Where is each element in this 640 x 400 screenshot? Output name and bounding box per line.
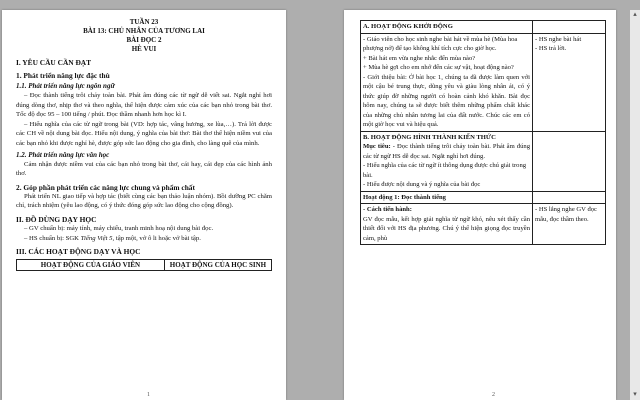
document-page-2 [344, 10, 616, 400]
goal-label: Mục tiêu: [363, 143, 391, 150]
text-run: , tập một, vở ô li hoặc vở bài tập. [112, 234, 201, 242]
section-heading: III. CÁC HOẠT ĐỘNG DẠY VÀ HỌC [16, 247, 141, 257]
page-number: 1 [147, 392, 150, 398]
table-row [361, 191, 605, 204]
subsection-heading: 2. Góp phần phát triển các năng lực chung và phẩm chất [16, 182, 195, 192]
document-page-1 [2, 10, 286, 400]
paragraph: – Đọc thành tiếng trôi chảy toàn bài. Phát âm đúng các từ ngữ dễ viết sai. Ngắt nghỉ hơi đúng dòng thơ, nhịp thơ và theo nghĩa, thể hiện được cảm xúc của các bạn nhỏ trong bài thơ. Tốc độ đọc 95 – 100 tiếng / phút. Đọc thầm nhanh hơn học kì I. [16, 92, 272, 119]
week-heading: TUẦN 23 [129, 18, 159, 26]
table-row [361, 21, 605, 33]
table-cell: - HS nghe bài hát - HS trả lời. [535, 35, 582, 52]
paragraph: Phát triển NL giao tiếp và hợp tác (biết cùng các bạn thảo luận nhóm). Bồi dưỡng PC chăm chỉ, trách nhiệm (yêu lao động, có ý thức đóng góp sức lao động cho cộng đồng). [16, 192, 272, 210]
table-cell [533, 132, 605, 191]
goal-text: - Đọc thành tiếng trôi chảy toàn bài. Phát âm đúng các từ ngữ HS dễ đọc sai. Ngắt nghỉ hơi đúng. [363, 143, 530, 160]
book-title: Tiếng Việt 5 [80, 234, 113, 242]
table-row [361, 131, 605, 191]
cell-text: GV đọc mẫu, kết hợp giải nghĩa từ ngữ khó, nêu xét thấy cần thiết đối với HS địa phương. Chú ý thể hiện giọng đọc truyền cảm, phù [363, 215, 530, 242]
cell-text: + Bài hát em vừa nghe nhắc đến mùa nào? [363, 54, 476, 62]
page-number: 2 [492, 392, 495, 398]
activities-table-header [16, 259, 272, 271]
text-run: – HS chuẩn bị: SGK [24, 234, 81, 242]
subsection-heading: 1.2. Phát triển năng lực văn học [16, 150, 110, 159]
activity-heading: A. HOẠT ĐỘNG KHỞI ĐỘNG [363, 23, 453, 30]
scroll-up-icon[interactable]: ▴ [633, 10, 637, 18]
page-1-content [16, 18, 272, 271]
paragraph: – GV chuẩn bị: máy tính, máy chiếu, tranh minh hoạ nội dung bài đọc. [24, 224, 214, 232]
table-row [361, 203, 605, 244]
cell-text: - Cách tiến hành: [363, 206, 412, 213]
cell-text: - Giới thiệu bài: Ở bài học 1, chúng ta đã được làm quen với một cậu bé trung thực, dũng yêu và giàu lòng nhân ái, có ý thức giúp đỡ những người có hoàn cảnh khó khăn. Bài đọc hôm nay, chúng ta sẽ được biết thêm những phẩm chất khác của những chủ nhân tương lai của đất nước. Chúc các em có một giờ học vui và hiệu quả. [363, 73, 530, 128]
activity-heading: B. HOẠT ĐỘNG HÌNH THÀNH KIẾN THỨC [363, 133, 496, 141]
student-column-header: HOẠT ĐỘNG CỦA HỌC SINH [164, 260, 271, 271]
cell-text [363, 142, 530, 161]
scroll-down-icon[interactable]: ▾ [633, 390, 637, 398]
reading-heading: BÀI ĐỌC 2 [126, 36, 162, 44]
table-cell [533, 21, 605, 33]
poem-title: HÈ VUI [131, 45, 157, 53]
section-heading: II. ĐỒ DÙNG DẠY HỌC [16, 214, 97, 224]
cell-text: - Hiểu được nội dung và ý nghĩa của bài đọc [363, 181, 481, 188]
paragraph [16, 234, 272, 244]
table-cell [361, 21, 533, 33]
subsection-heading: 1. Phát triển năng lực đặc thù [16, 71, 110, 80]
section-heading: I. YÊU CẦU CẦN ĐẠT [16, 58, 92, 67]
paragraph: – Hiểu nghĩa của các từ ngữ trong bài (VD: hợp tác, vâng hương, xe lùa,…). Trả lời được các CH về nội dung bài đọc. Hiểu nội dung, ý nghĩa của bài thơ: Bài thơ thể hiện niềm vui của các bạn nhỏ khi được nghỉ hè, được góp sức lao động cho gia đình, cho làng quê của mình. [16, 120, 272, 147]
table-cell [361, 204, 533, 244]
table-cell [361, 192, 533, 204]
cell-text: + Mùa hè gợi cho em nhớ đến các sự vật, hoạt động nào? [363, 64, 514, 71]
table-cell: - HS lắng nghe GV đọc mẫu, đọc thầm theo. [535, 206, 597, 223]
cell-text: - Giáo viên cho học sinh nghe bài hát về mùa hè (Mùa hoa phượng nở) để tạo không khí tích cực cho giờ học. [363, 35, 518, 52]
table-row [361, 33, 605, 131]
activity-heading: Hoạt động 1: Đọc thành tiếng [363, 193, 446, 201]
activities-table [360, 20, 606, 245]
vertical-scrollbar[interactable] [630, 10, 640, 400]
lesson-heading: BÀI 13: CHỦ NHÂN CỦA TƯƠNG LAI [83, 27, 205, 35]
table-cell [533, 192, 605, 204]
table-cell [361, 132, 533, 191]
cell-text: - Hiểu nghĩa của các từ ngữ ít thông dụng được chú giải trong bài. [363, 162, 527, 179]
paragraph: Cảm nhận được niềm vui của các bạn nhỏ trong bài thơ, cái hay, cái đẹp của các hình ảnh thơ. [16, 160, 272, 178]
table-cell [361, 34, 533, 131]
subsection-heading: 1.1. Phát triển năng lực ngôn ngữ [16, 82, 115, 90]
teacher-column-header: HOẠT ĐỘNG CỦA GIÁO VIÊN [17, 260, 165, 271]
